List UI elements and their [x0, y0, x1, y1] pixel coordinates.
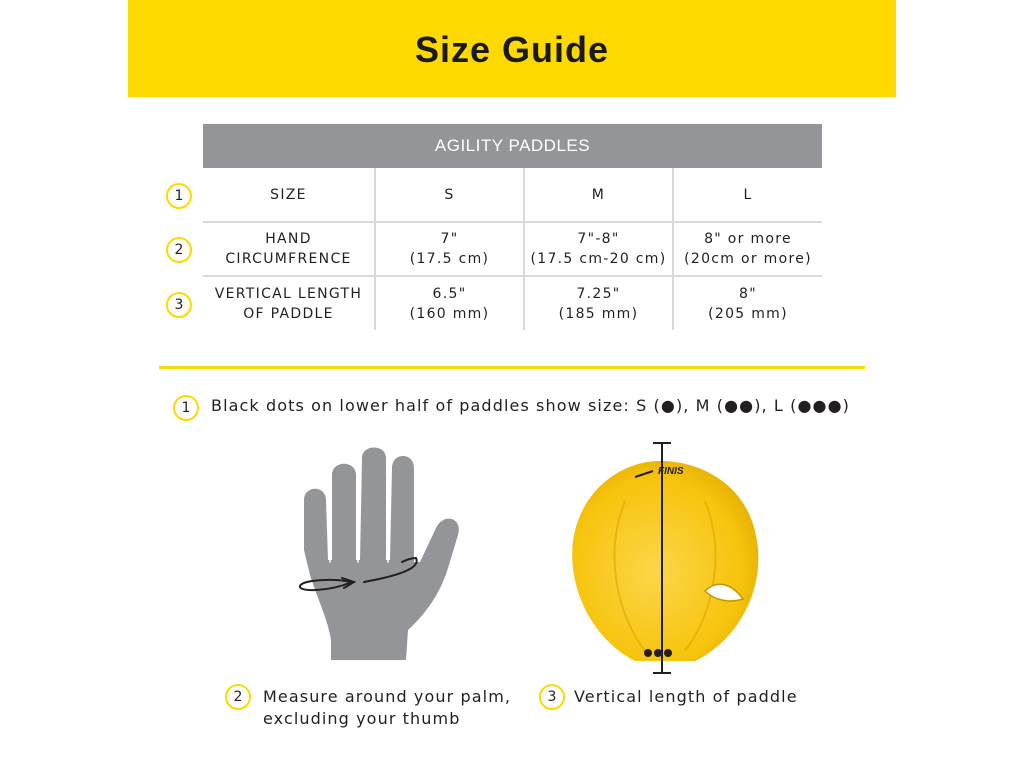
paddle-caption: Vertical length of paddle	[574, 687, 798, 706]
size-table	[203, 168, 822, 330]
table-cell: M	[524, 168, 673, 222]
table-row	[203, 168, 822, 222]
size-dots	[644, 649, 672, 657]
brand-logo: FINIS	[658, 466, 684, 477]
row-label: SIZE	[203, 168, 375, 222]
hand-shape	[304, 448, 459, 661]
table-cell: 6.5" (160 mm)	[375, 276, 524, 330]
note-number-palm: 2	[225, 684, 251, 710]
table-header: AGILITY PADDLES	[203, 124, 822, 168]
table-cell: 7"-8" (17.5 cm-20 cm)	[524, 222, 673, 276]
note-number-paddle: 3	[539, 684, 565, 710]
row-number-size: 1	[166, 183, 192, 209]
palm-caption: Measure around your palm, excluding your thumb	[263, 687, 512, 728]
page-title: Size Guide	[414, 28, 610, 70]
table-row	[203, 222, 822, 276]
row-label: VERTICAL LENGTH OF PADDLE	[214, 285, 363, 322]
row-number-hand: 2	[166, 237, 192, 263]
table-cell: L	[673, 168, 822, 222]
table-cell: 8" (205 mm)	[673, 276, 822, 330]
table-cell: S	[375, 168, 524, 222]
section-divider	[159, 366, 865, 369]
hand-icon	[298, 450, 463, 665]
table-row	[203, 276, 822, 330]
table-cell: 8" or more (20cm or more)	[673, 222, 822, 276]
row-label: HAND CIRCUMFRENCE	[203, 222, 375, 276]
paddle-shape	[572, 461, 758, 661]
dots-note: Black dots on lower half of paddles show size: S (●), M (●●), L (●●●)	[211, 396, 850, 415]
table-cell: 7" (17.5 cm)	[375, 222, 524, 276]
row-number-length: 3	[166, 292, 192, 318]
note-number-dots: 1	[173, 395, 199, 421]
title-banner	[128, 0, 896, 97]
paddle-icon	[565, 441, 765, 676]
table-cell: 7.25" (185 mm)	[524, 276, 673, 330]
